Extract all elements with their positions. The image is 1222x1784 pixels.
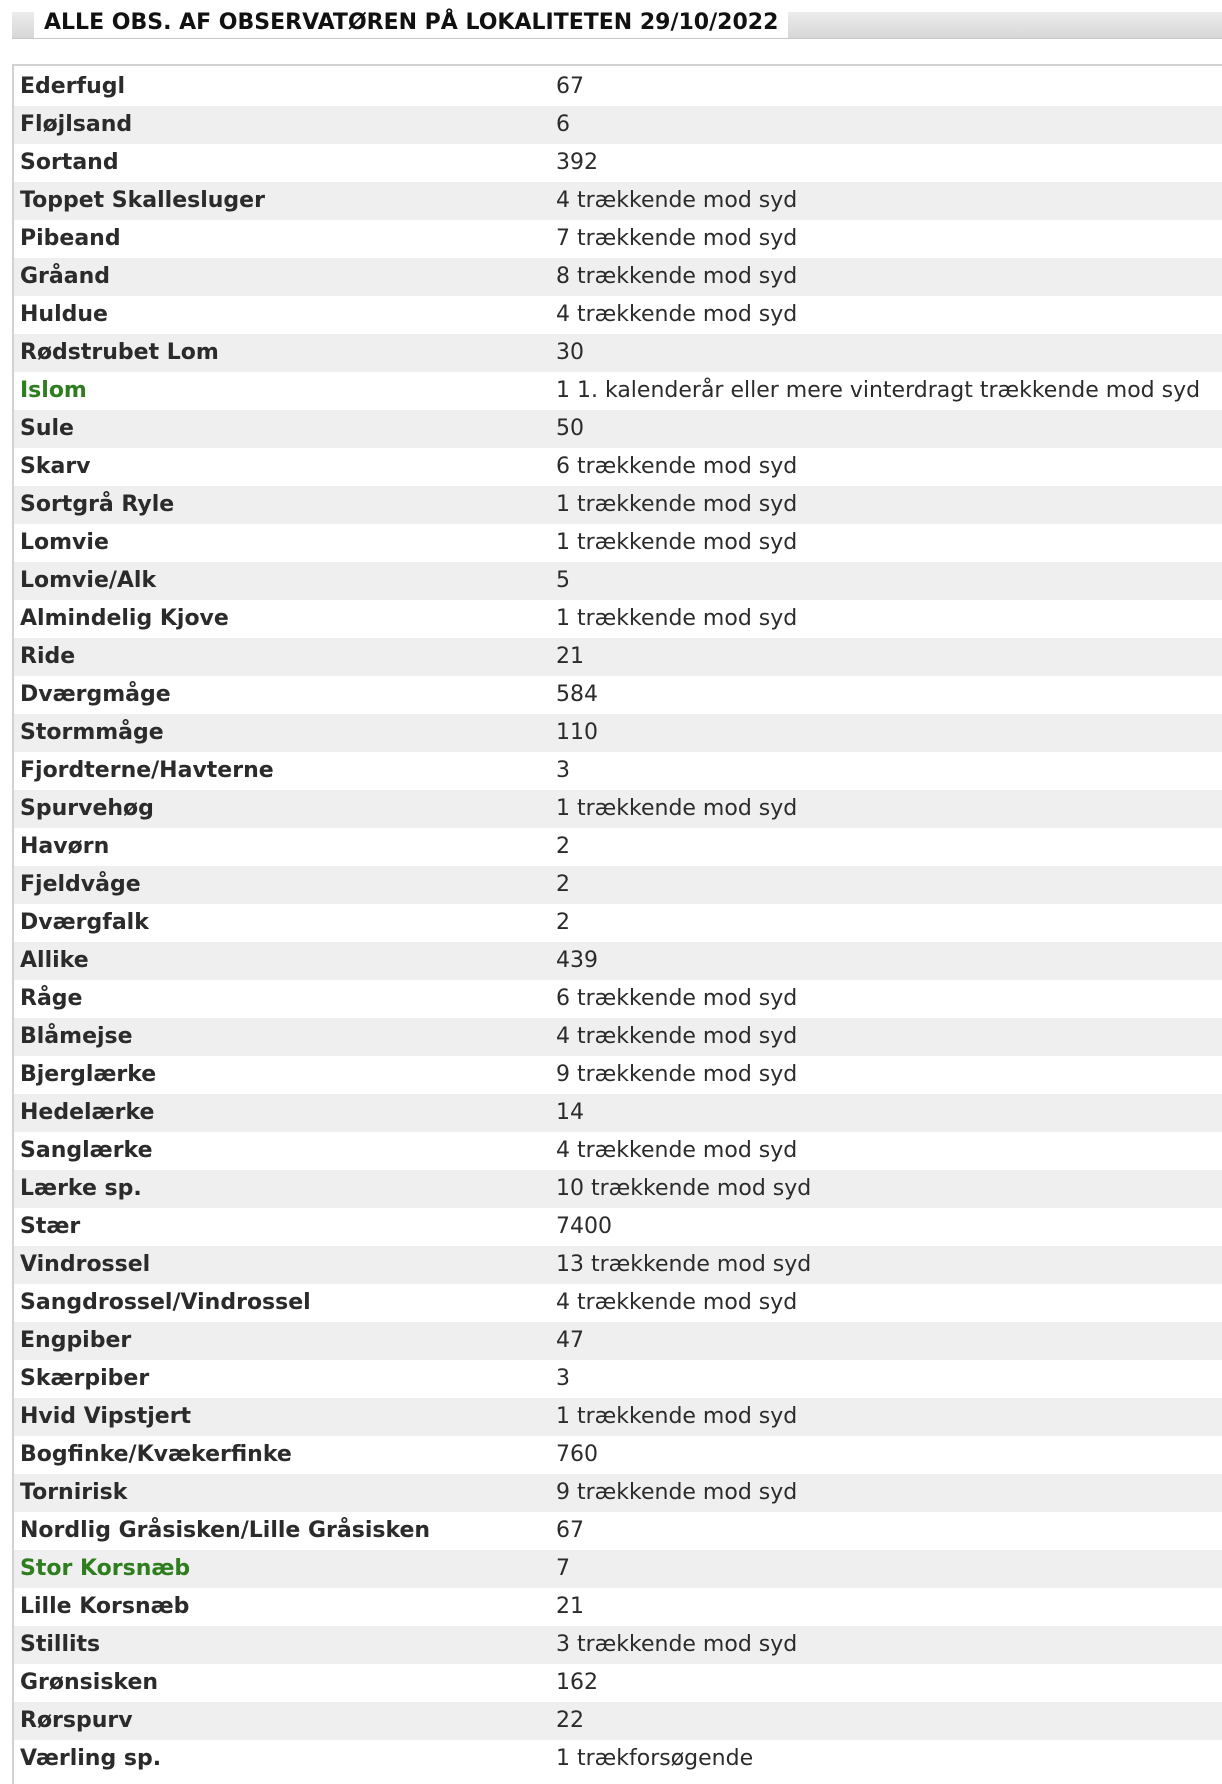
observation-count: 1 trækkende mod syd [556, 530, 798, 555]
table-row [14, 1588, 1222, 1626]
table-row [14, 866, 1222, 904]
table-row [14, 942, 1222, 980]
species-name: Sortand [20, 150, 119, 175]
table-row [14, 1208, 1222, 1246]
observation-count: 7 trækkende mod syd [556, 226, 798, 251]
table-row [14, 1132, 1222, 1170]
table-row [14, 980, 1222, 1018]
table-row [14, 600, 1222, 638]
observation-count: 4 trækkende mod syd [556, 1290, 798, 1315]
observation-count: 9 trækkende mod syd [556, 1062, 798, 1087]
species-name: Lille Korsnæb [20, 1594, 190, 1619]
species-name: Ederfugl [20, 74, 126, 99]
table-row [14, 1702, 1222, 1740]
table-row [14, 714, 1222, 752]
observation-count: 3 trækkende mod syd [556, 1632, 798, 1657]
species-name: Gråand [20, 264, 111, 289]
species-name-link[interactable]: Islom [20, 378, 87, 403]
observation-count: 439 [556, 948, 598, 973]
page-title: ALLE OBS. AF OBSERVATØREN PÅ LOKALITETEN 29/10/2022 [34, 8, 788, 38]
table-row [14, 1740, 1222, 1778]
observation-count: 21 [556, 1594, 584, 1619]
observation-count: 3 [556, 758, 570, 783]
observation-count: 760 [556, 1442, 598, 1467]
species-name: Rørspurv [20, 1708, 133, 1733]
observation-count: 50 [556, 416, 584, 441]
table-row [14, 1246, 1222, 1284]
species-name: Lomvie/Alk [20, 568, 157, 593]
table-row [14, 828, 1222, 866]
observation-count: 584 [556, 682, 598, 707]
observation-count: 1 trækkende mod syd [556, 606, 798, 631]
observation-count: 1 1. kalenderår eller mere vinterdragt trækkende mod syd [556, 378, 1201, 403]
species-name: Grønsisken [20, 1670, 159, 1695]
table-row [14, 562, 1222, 600]
species-name: Fjeldvåge [20, 872, 141, 897]
species-name: Havørn [20, 834, 110, 859]
species-name: Blåmejse [20, 1024, 133, 1049]
observation-count: 2 [556, 872, 570, 897]
species-name: Spurvehøg [20, 796, 154, 821]
species-name: Dværgmåge [20, 682, 171, 707]
observation-count: 8 trækkende mod syd [556, 264, 798, 289]
table-row [14, 790, 1222, 828]
observation-count: 7400 [556, 1214, 612, 1239]
observation-count: 5 [556, 568, 570, 593]
table-row [14, 106, 1222, 144]
table-row [14, 410, 1222, 448]
species-name: Sanglærke [20, 1138, 153, 1163]
table-row [14, 1626, 1222, 1664]
species-name: Stær [20, 1214, 81, 1239]
species-name: Ride [20, 644, 76, 669]
table-row [14, 1474, 1222, 1512]
table-row [14, 638, 1222, 676]
species-name-link[interactable]: Stor Korsnæb [20, 1556, 191, 1581]
observation-count: 13 trækkende mod syd [556, 1252, 812, 1277]
observation-count: 30 [556, 340, 584, 365]
table-row [14, 68, 1222, 106]
table-row [14, 258, 1222, 296]
observation-count: 22 [556, 1708, 584, 1733]
species-name: Skærpiber [20, 1366, 150, 1391]
observation-count: 14 [556, 1100, 584, 1125]
table-row [14, 1436, 1222, 1474]
species-name: Allike [20, 948, 89, 973]
observation-count: 6 trækkende mod syd [556, 986, 798, 1011]
observation-count: 6 trækkende mod syd [556, 454, 798, 479]
species-name: Hvid Vipstjert [20, 1404, 192, 1429]
table-row [14, 676, 1222, 714]
table-row [14, 1056, 1222, 1094]
table-row [14, 1512, 1222, 1550]
observation-count: 2 [556, 834, 570, 859]
table-row [14, 296, 1222, 334]
table-row [14, 182, 1222, 220]
table-row [14, 752, 1222, 790]
table-row [14, 1018, 1222, 1056]
species-name: Lomvie [20, 530, 109, 555]
observation-count: 4 trækkende mod syd [556, 302, 798, 327]
species-name: Sortgrå Ryle [20, 492, 175, 517]
observation-count: 67 [556, 1518, 584, 1543]
table-row [14, 1360, 1222, 1398]
species-name: Sule [20, 416, 74, 441]
observation-count: 7 [556, 1556, 570, 1581]
observation-count: 3 [556, 1366, 570, 1391]
observation-count: 1 trækforsøgende [556, 1746, 754, 1771]
table-row [14, 524, 1222, 562]
table-row [14, 904, 1222, 942]
observation-count: 6 [556, 112, 570, 137]
table-row [14, 1664, 1222, 1702]
observation-count: 4 trækkende mod syd [556, 188, 798, 213]
species-name: Skarv [20, 454, 91, 479]
observation-count: 110 [556, 720, 598, 745]
species-name: Fjordterne/Havterne [20, 758, 274, 783]
observation-count: 67 [556, 74, 584, 99]
observation-count: 21 [556, 644, 584, 669]
table-row [14, 220, 1222, 258]
observation-count: 392 [556, 150, 598, 175]
table-row [14, 1398, 1222, 1436]
species-name: Sangdrossel/Vindrossel [20, 1290, 311, 1315]
table-row [14, 144, 1222, 182]
table-row [14, 372, 1222, 410]
species-name: Stormmåge [20, 720, 164, 745]
species-name: Bogfinke/Kvækerfinke [20, 1442, 292, 1467]
table-row [14, 1170, 1222, 1208]
species-name: Råge [20, 986, 83, 1011]
table-row [14, 1094, 1222, 1132]
species-name: Pibeand [20, 226, 121, 251]
table-row [14, 1550, 1222, 1588]
species-name: Stillits [20, 1632, 101, 1657]
species-name: Toppet Skallesluger [20, 188, 265, 213]
observation-count: 4 trækkende mod syd [556, 1024, 798, 1049]
observation-count: 1 trækkende mod syd [556, 492, 798, 517]
observation-count: 162 [556, 1670, 598, 1695]
species-name: Rødstrubet Lom [20, 340, 219, 365]
species-name: Dværgfalk [20, 910, 149, 935]
observations-table [14, 68, 1222, 1778]
species-name: Tornirisk [20, 1480, 128, 1505]
species-name: Lærke sp. [20, 1176, 142, 1201]
species-name: Nordlig Gråsisken/Lille Gråsisken [20, 1518, 431, 1543]
observation-count: 47 [556, 1328, 584, 1353]
table-row [14, 334, 1222, 372]
observation-count: 9 trækkende mod syd [556, 1480, 798, 1505]
table-row [14, 1284, 1222, 1322]
observation-count: 10 trækkende mod syd [556, 1176, 812, 1201]
table-row [14, 486, 1222, 524]
species-name: Almindelig Kjove [20, 606, 229, 631]
species-name: Vindrossel [20, 1252, 151, 1277]
species-name: Bjerglærke [20, 1062, 157, 1087]
species-name: Hedelærke [20, 1100, 155, 1125]
species-name: Huldue [20, 302, 108, 327]
observation-count: 4 trækkende mod syd [556, 1138, 798, 1163]
observation-count: 2 [556, 910, 570, 935]
species-name: Værling sp. [20, 1746, 162, 1771]
table-row [14, 448, 1222, 486]
species-name: Engpiber [20, 1328, 132, 1353]
table-row [14, 1322, 1222, 1360]
observation-count: 1 trækkende mod syd [556, 796, 798, 821]
observation-count: 1 trækkende mod syd [556, 1404, 798, 1429]
species-name: Fløjlsand [20, 112, 133, 137]
